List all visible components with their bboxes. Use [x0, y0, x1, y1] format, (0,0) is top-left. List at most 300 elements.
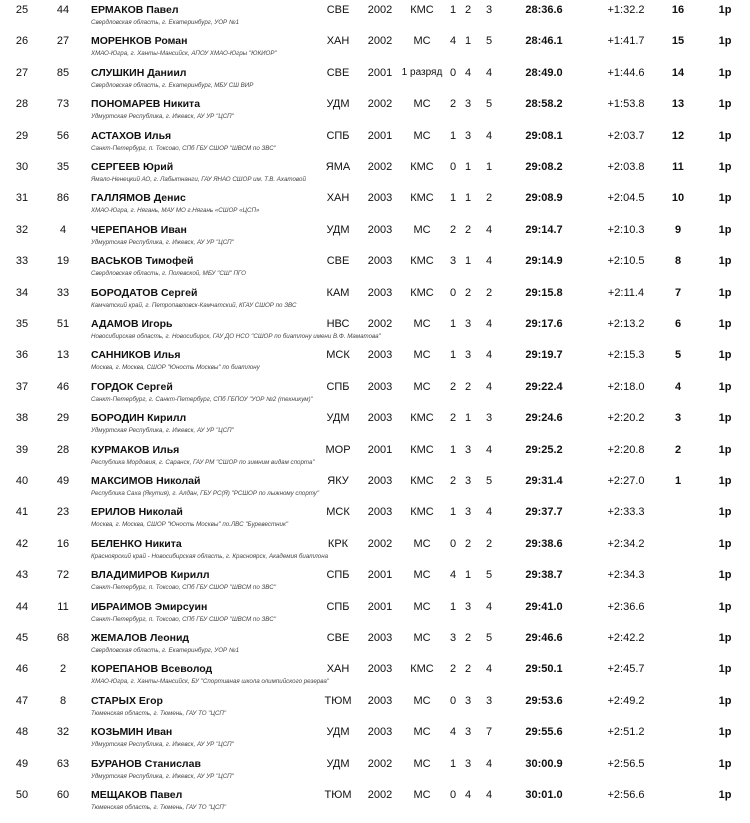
table-row	[0, 722, 750, 753]
region-code: ХАН	[326, 192, 350, 205]
athlete-name: СЕРГЕЕВ Юрий	[91, 161, 174, 173]
region-code: ХАН	[326, 663, 350, 676]
table-row	[0, 628, 750, 659]
place-cell: 31	[15, 192, 29, 205]
shooting-1-misses: 2	[449, 412, 457, 425]
category: 1р	[718, 789, 732, 801]
shooting-1-misses: 1	[449, 318, 457, 330]
birth-year: 2003	[367, 632, 393, 644]
sport-rank: МС	[413, 789, 431, 801]
shooting-1-misses: 4	[449, 726, 457, 739]
athlete-organization: Удмуртская Республика, г. Ижевск, АУ УР "ЦСП"	[91, 238, 234, 246]
finish-time: 28:49.0	[525, 66, 563, 79]
bib-number: 60	[56, 789, 70, 801]
category: 1р	[718, 349, 732, 362]
table-row	[0, 534, 750, 565]
athlete-organization: Тюменская область, г. Тюмень, ГАУ ТО "ЦСП"	[91, 804, 227, 811]
finish-time: 29:25.2	[525, 443, 563, 456]
region-code: СПБ	[326, 129, 350, 142]
athlete-name: КОЗЬМИН Иван	[91, 726, 173, 739]
shooting-2-misses: 3	[464, 98, 472, 111]
total-misses: 2	[485, 537, 493, 550]
finish-time: 29:14.9	[525, 255, 563, 268]
time-behind: +2:20.8	[607, 443, 645, 456]
birth-year: 2002	[367, 161, 393, 173]
region-code: УДМ	[326, 223, 350, 236]
sport-rank: МС	[413, 600, 431, 613]
region-code: ЯКУ	[327, 475, 349, 487]
shooting-2-misses: 2	[464, 223, 472, 236]
bib-number: 11	[57, 600, 69, 613]
athlete-organization: Свердловская область, г. Екатеринбург, УОР №1	[91, 647, 240, 654]
shooting-1-misses: 1	[449, 600, 457, 613]
athlete-organization: Республика Мордовия, г. Саранск, ГАУ РМ "СШОР по зимним видам спорта"	[91, 458, 315, 466]
time-behind: +2:56.6	[607, 789, 645, 801]
shooting-2-misses: 1	[464, 192, 472, 205]
athlete-name: СЛУШКИН Даниил	[91, 66, 187, 79]
athlete-organization: ХМАО-Югра, г. Ханты-Мансийск, БУ "Спортивная школа олимпийского резерва"	[91, 678, 329, 686]
birth-year: 2003	[367, 475, 393, 487]
athlete-name: БОРОДАТОВ Сергей	[91, 286, 198, 299]
finish-time: 29:41.0	[525, 600, 563, 613]
bib-number: 16	[56, 537, 70, 550]
total-misses: 4	[485, 789, 493, 801]
shooting-1-misses: 0	[449, 537, 457, 550]
category: 1р	[718, 255, 732, 268]
place-cell: 33	[15, 255, 29, 268]
category: 1р	[718, 161, 732, 173]
birth-year: 2003	[367, 412, 393, 425]
shooting-1-misses: 1	[449, 349, 457, 362]
athlete-organization: Свердловская область, г. Полевской, МБУ "СШ" ПГО	[91, 270, 246, 278]
finish-time: 29:08.1	[525, 129, 563, 142]
shooting-2-misses: 3	[464, 506, 472, 519]
bib-number: 63	[56, 757, 70, 770]
region-code: УДМ	[326, 757, 350, 770]
shooting-1-misses: 0	[449, 694, 457, 707]
birth-year: 2003	[367, 506, 393, 519]
sport-rank: МС	[413, 632, 431, 644]
table-row	[0, 94, 750, 125]
athlete-organization: Новосибирская область, г. Новосибирск, ГАУ ДО НСО "СШОР по биатлону имени В.Ф. Маматова"	[91, 333, 381, 340]
bib-number: 8	[59, 694, 67, 707]
finish-time: 29:31.4	[525, 475, 563, 487]
athlete-organization: Свердловская область, г. Екатеринбург, УОР №1	[91, 19, 240, 26]
place-cell: 47	[15, 694, 29, 707]
total-misses: 4	[485, 255, 493, 268]
bib-number: 23	[56, 506, 70, 519]
shooting-2-misses: 1	[464, 255, 472, 268]
sport-rank: МС	[413, 129, 431, 142]
place-cell: 42	[15, 537, 29, 550]
birth-year: 2001	[367, 66, 393, 79]
finish-time: 29:50.1	[525, 663, 563, 676]
birth-year: 2002	[367, 789, 393, 801]
sport-rank: МС	[413, 318, 431, 330]
sport-rank: МС	[413, 537, 431, 550]
place-cell: 28	[15, 98, 29, 111]
total-misses: 5	[485, 98, 493, 111]
place-cell: 46	[15, 663, 29, 676]
sport-rank: КМС	[410, 286, 434, 299]
table-row	[0, 126, 750, 157]
region-code: ЯМА	[325, 161, 351, 173]
athlete-organization: ХМАО-Югра, г. Ханты-Мансийск, АПОУ ХМАО-Югры "ЮКИОР"	[91, 50, 277, 58]
category: 1р	[718, 694, 732, 707]
region-code: СВЕ	[326, 255, 350, 268]
shooting-2-misses: 3	[464, 443, 472, 456]
finish-time: 29:14.7	[525, 223, 563, 236]
shooting-1-misses: 2	[449, 475, 457, 487]
shooting-2-misses: 1	[464, 412, 472, 425]
time-behind: +2:27.0	[607, 475, 645, 487]
region-code: ТЮМ	[324, 789, 352, 801]
bib-number: 13	[56, 349, 70, 362]
shooting-1-misses: 0	[449, 789, 457, 801]
sport-rank: КМС	[410, 161, 434, 173]
category: 1р	[718, 506, 732, 519]
table-row	[0, 754, 750, 785]
place-cell: 37	[15, 380, 29, 393]
table-row	[0, 157, 750, 188]
athlete-name: ГОРДОК Сергей	[91, 380, 173, 393]
total-misses: 4	[485, 506, 493, 519]
birth-year: 2002	[367, 757, 393, 770]
finish-time: 29:38.6	[525, 537, 563, 550]
bib-number: 2	[59, 663, 67, 676]
birth-year: 2002	[367, 98, 393, 111]
bib-number: 51	[56, 318, 70, 330]
sport-rank: МС	[413, 694, 431, 707]
category: 1р	[718, 286, 732, 299]
athlete-organization: Свердловская область, г. Екатеринбург, МБУ СШ ВИР	[91, 81, 254, 89]
place-cell: 48	[15, 726, 29, 739]
sport-rank: КМС	[410, 663, 434, 676]
birth-year: 2003	[367, 663, 393, 676]
birth-year: 2003	[367, 192, 393, 205]
athlete-name: МЕЩАКОВ Павел	[91, 789, 183, 801]
birth-year: 2001	[367, 569, 393, 582]
total-misses: 4	[485, 757, 493, 770]
place-cell: 43	[15, 569, 29, 582]
shooting-2-misses: 2	[464, 286, 472, 299]
birth-year: 2003	[367, 255, 393, 268]
athlete-name: ПОНОМАРЕВ Никита	[91, 98, 201, 111]
sport-rank: МС	[413, 757, 431, 770]
shooting-1-misses: 4	[449, 35, 457, 48]
place-cell: 25	[15, 4, 29, 16]
shooting-1-misses: 2	[449, 223, 457, 236]
athlete-organization: Республика Саха (Якутия), г. Алдан, ГБУ РС(Я) "РСШОР по лыжному спорту"	[91, 490, 320, 497]
finish-time: 29:17.6	[525, 318, 563, 330]
athlete-name: ЕРИЛОВ Николай	[91, 506, 183, 519]
place-cell: 44	[15, 600, 29, 613]
birth-year: 2002	[367, 318, 393, 330]
total-misses: 4	[485, 380, 493, 393]
finish-time: 29:08.9	[525, 192, 563, 205]
region-code: УДМ	[326, 412, 350, 425]
shooting-1-misses: 2	[449, 380, 457, 393]
bib-number: 86	[56, 192, 70, 205]
shooting-2-misses: 3	[464, 694, 472, 707]
place-cell: 45	[15, 632, 29, 644]
total-misses: 3	[485, 694, 493, 707]
total-misses: 3	[485, 412, 493, 425]
place-cell: 41	[15, 506, 29, 519]
points: 13	[671, 98, 685, 111]
finish-time: 30:00.9	[525, 757, 563, 770]
time-behind: +1:41.7	[607, 35, 645, 48]
bib-number: 72	[56, 569, 70, 582]
total-misses: 5	[485, 569, 493, 582]
total-misses: 5	[485, 632, 493, 644]
category: 1р	[718, 129, 732, 142]
place-cell: 27	[15, 66, 29, 79]
athlete-name: ЧЕРЕПАНОВ Иван	[91, 223, 187, 236]
time-behind: +2:56.5	[607, 757, 645, 770]
sport-rank: 1 разряд	[401, 66, 443, 78]
table-row	[0, 597, 750, 628]
athlete-name: ЕРМАКОВ Павел	[91, 4, 179, 16]
category: 1р	[718, 192, 732, 205]
place-cell: 32	[15, 223, 29, 236]
region-code: ТЮМ	[324, 694, 352, 707]
shooting-1-misses: 3	[449, 632, 457, 644]
time-behind: +1:32.2	[607, 4, 645, 16]
table-row	[0, 659, 750, 690]
category: 1р	[718, 412, 732, 425]
category: 1р	[718, 35, 732, 48]
total-misses: 4	[485, 349, 493, 362]
athlete-name: МАКСИМОВ Николай	[91, 475, 201, 487]
time-behind: +2:33.3	[607, 506, 645, 519]
birth-year: 2002	[367, 537, 393, 550]
bib-number: 27	[56, 35, 70, 48]
birth-year: 2002	[367, 4, 393, 16]
points: 3	[674, 412, 682, 425]
table-row	[0, 314, 750, 345]
time-behind: +2:49.2	[607, 694, 645, 707]
points: 10	[671, 192, 685, 205]
athlete-name: СТАРЫХ Егор	[91, 694, 163, 707]
time-behind: +2:10.5	[607, 255, 645, 268]
table-row	[0, 63, 750, 94]
table-row	[0, 377, 750, 408]
bib-number: 29	[56, 412, 70, 425]
total-misses: 5	[485, 475, 493, 487]
shooting-1-misses: 3	[449, 255, 457, 268]
points: 16	[671, 4, 685, 16]
athlete-name: МОРЕНКОВ Роман	[91, 35, 188, 48]
total-misses: 4	[485, 600, 493, 613]
athlete-name: ГАЛЛЯМОВ Денис	[91, 192, 186, 205]
finish-time: 29:22.4	[525, 380, 563, 393]
bib-number: 49	[56, 475, 70, 487]
time-behind: +2:18.0	[607, 380, 645, 393]
category: 1р	[718, 663, 732, 676]
shooting-2-misses: 2	[464, 380, 472, 393]
athlete-organization: Удмуртская Республика, г. Ижевск, АУ УР "ЦСП"	[91, 113, 234, 121]
athlete-name: БУРАНОВ Станислав	[91, 757, 201, 770]
athlete-organization: Удмуртская Республика, г. Ижевск, АУ УР "ЦСП"	[91, 427, 234, 435]
table-row	[0, 188, 750, 219]
shooting-2-misses: 3	[464, 757, 472, 770]
points: 7	[674, 286, 682, 299]
sport-rank: МС	[413, 726, 431, 739]
category: 1р	[718, 380, 732, 393]
bib-number: 19	[56, 255, 70, 268]
points: 12	[671, 129, 685, 142]
finish-time: 29:46.6	[525, 632, 563, 644]
category: 1р	[718, 98, 732, 111]
shooting-1-misses: 2	[449, 663, 457, 676]
shooting-2-misses: 3	[464, 318, 472, 330]
athlete-name: ВЛАДИМИРОВ Кирилл	[91, 569, 210, 582]
time-behind: +1:44.6	[607, 66, 645, 79]
category: 1р	[718, 757, 732, 770]
shooting-2-misses: 1	[464, 35, 472, 48]
shooting-2-misses: 3	[464, 349, 472, 362]
region-code: МСК	[326, 506, 350, 519]
total-misses: 4	[485, 318, 493, 330]
birth-year: 2001	[367, 129, 393, 142]
time-behind: +2:34.2	[607, 537, 645, 550]
birth-year: 2002	[367, 35, 393, 48]
place-cell: 38	[15, 412, 29, 425]
shooting-2-misses: 1	[464, 161, 472, 173]
total-misses: 3	[485, 4, 493, 16]
bib-number: 4	[59, 223, 67, 236]
table-row	[0, 408, 750, 439]
region-code: УДМ	[326, 98, 350, 111]
table-row	[0, 251, 750, 282]
finish-time: 29:08.2	[525, 161, 563, 173]
birth-year: 2003	[367, 694, 393, 707]
time-behind: +2:42.2	[607, 632, 645, 644]
birth-year: 2003	[367, 726, 393, 739]
points: 1	[674, 475, 682, 487]
points: 4	[674, 380, 682, 393]
athlete-organization: Москва, г. Москва, СШОР "Юность Москвы" по.ЛВС "Буревестник"	[91, 521, 289, 529]
shooting-2-misses: 1	[464, 569, 472, 582]
shooting-2-misses: 2	[464, 632, 472, 644]
category: 1р	[718, 632, 732, 644]
total-misses: 4	[485, 443, 493, 456]
category: 1р	[718, 66, 732, 79]
region-code: СПБ	[326, 569, 350, 582]
place-cell: 35	[15, 318, 29, 330]
sport-rank: МС	[413, 569, 431, 582]
points: 15	[671, 35, 685, 48]
total-misses: 4	[485, 663, 493, 676]
total-misses: 4	[485, 223, 493, 236]
time-behind: +2:03.8	[607, 161, 645, 173]
region-code: СПБ	[326, 600, 350, 613]
birth-year: 2001	[367, 443, 393, 456]
points: 14	[671, 66, 685, 79]
points: 2	[674, 443, 682, 456]
finish-time: 28:58.2	[525, 98, 563, 111]
category: 1р	[718, 223, 732, 236]
athlete-organization: Москва, г. Москва, СШОР "Юность Москвы" по биатлону	[91, 364, 260, 372]
category: 1р	[718, 318, 732, 330]
time-behind: +2:51.2	[607, 726, 645, 739]
time-behind: +2:03.7	[607, 129, 645, 142]
birth-year: 2001	[367, 600, 393, 613]
sport-rank: КМС	[410, 475, 434, 487]
shooting-1-misses: 0	[449, 66, 457, 79]
shooting-2-misses: 3	[464, 129, 472, 142]
athlete-organization: Красноярский край - Новосибирская область, г. Красноярск, Академия биатлона	[91, 552, 329, 560]
athlete-name: БОРОДИН Кирилл	[91, 412, 187, 425]
time-behind: +2:45.7	[607, 663, 645, 676]
table-row	[0, 220, 750, 251]
athlete-name: БЕЛЕНКО Никита	[91, 537, 182, 550]
birth-year: 2003	[367, 223, 393, 236]
time-behind: +2:11.4	[607, 286, 645, 299]
total-misses: 7	[485, 726, 493, 739]
shooting-2-misses: 2	[464, 663, 472, 676]
shooting-2-misses: 4	[464, 66, 472, 79]
region-code: УДМ	[326, 726, 350, 739]
total-misses: 2	[485, 192, 493, 205]
sport-rank: МС	[413, 98, 431, 111]
category: 1р	[718, 600, 732, 613]
shooting-2-misses: 2	[464, 4, 472, 16]
region-code: НВС	[326, 318, 350, 330]
category: 1р	[718, 443, 732, 456]
table-row	[0, 345, 750, 376]
time-behind: +1:53.8	[607, 98, 645, 111]
region-code: ХАН	[326, 35, 350, 48]
bib-number: 44	[56, 4, 70, 16]
athlete-organization: Удмуртская Республика, г. Ижевск, АУ УР "ЦСП"	[91, 741, 234, 749]
athlete-organization: Ямало-Ненецкий АО, г. Лабытнанги, ГАУ ЯНАО СШОР им. Т.В. Ахатовой	[91, 176, 306, 183]
athlete-organization: Тюменская область, г. Тюмень, ГАУ ТО "ЦСП"	[91, 709, 227, 717]
athlete-name: САННИКОВ Илья	[91, 349, 181, 362]
region-code: КРК	[327, 537, 349, 550]
shooting-1-misses: 0	[449, 161, 457, 173]
birth-year: 2003	[367, 380, 393, 393]
time-behind: +2:20.2	[607, 412, 645, 425]
sport-rank: МС	[413, 223, 431, 236]
time-behind: +2:34.3	[607, 569, 645, 582]
time-behind: +2:10.3	[607, 223, 645, 236]
finish-time: 29:38.7	[525, 569, 563, 582]
athlete-organization: Камчатский край, г. Петропавловск-Камчатский, КГАУ СШОР по ЗВС	[91, 301, 297, 309]
table-row	[0, 31, 750, 62]
time-behind: +2:13.2	[607, 318, 645, 330]
finish-time: 28:36.6	[525, 4, 563, 16]
region-code: СВЕ	[326, 4, 350, 16]
bib-number: 56	[56, 129, 70, 142]
birth-year: 2003	[367, 349, 393, 362]
sport-rank: КМС	[410, 192, 434, 205]
shooting-2-misses: 2	[464, 537, 472, 550]
table-row	[0, 440, 750, 471]
athlete-name: ВАСЬКОВ Тимофей	[91, 255, 194, 268]
sport-rank: КМС	[410, 255, 434, 268]
athlete-organization: Санкт-Петербург, п. Токсово, СПб ГБУ СШОР "ШВСМ по ЗВС"	[91, 584, 276, 592]
place-cell: 34	[15, 286, 29, 299]
table-row	[0, 691, 750, 722]
time-behind: +2:04.5	[607, 192, 645, 205]
finish-time: 29:37.7	[525, 506, 563, 519]
shooting-2-misses: 4	[464, 789, 472, 801]
birth-year: 2003	[367, 286, 393, 299]
bib-number: 35	[56, 161, 70, 173]
category: 1р	[718, 726, 732, 739]
